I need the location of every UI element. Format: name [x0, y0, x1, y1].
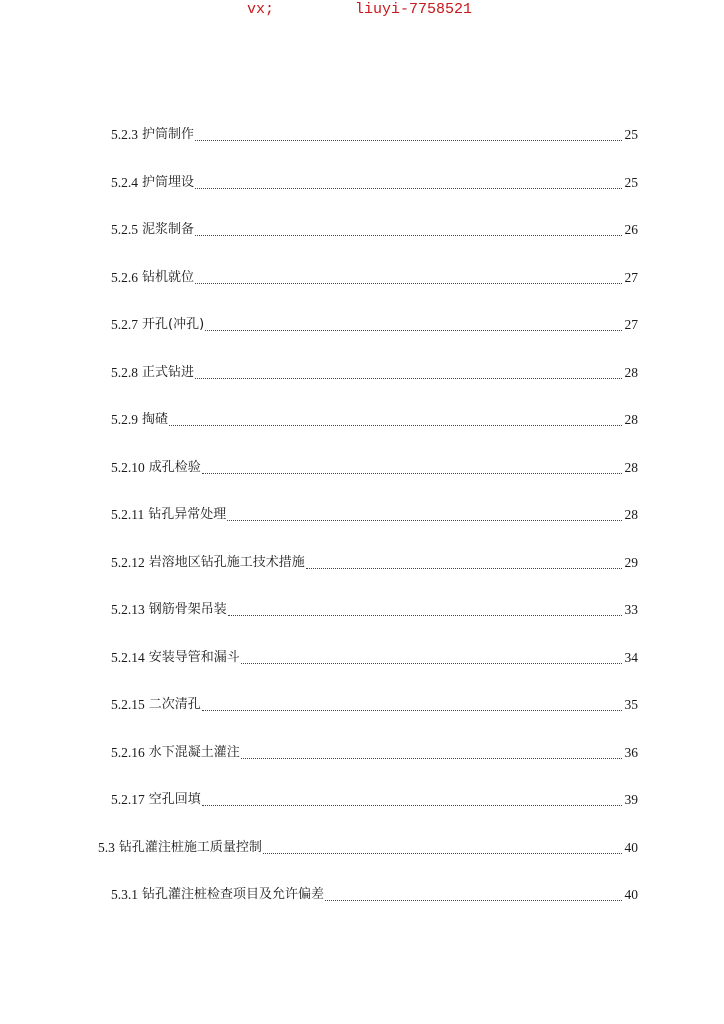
toc-dot-leader: [228, 614, 622, 616]
toc-dot-leader: [195, 282, 622, 284]
toc-dot-leader: [195, 377, 622, 379]
toc-dot-leader: [306, 567, 622, 569]
toc-entry-title: 安装导管和漏斗: [148, 649, 240, 665]
toc-dot-leader: [263, 852, 622, 854]
toc-entry-page: 25: [624, 174, 638, 190]
toc-entry-number: 5.2.15: [111, 697, 145, 712]
toc-entry-title: 正式钻进: [142, 364, 195, 380]
toc-entry-page: 29: [624, 554, 638, 570]
toc-entry-page: 28: [624, 412, 638, 427]
toc-entry-page: 39: [624, 792, 638, 807]
toc-entry-number: 5.2.6: [111, 269, 138, 285]
toc-entry-number: 5.2.9: [111, 412, 138, 427]
toc-entry-5-2-16[interactable]: [111, 736, 638, 762]
toc-entry-page: 27: [624, 269, 638, 285]
toc-entry-number: 5.2.7: [111, 317, 138, 332]
toc-entry-number: 5.2.11: [111, 507, 145, 522]
toc-entry-page: 36: [624, 744, 638, 760]
toc-dot-leader: [195, 234, 622, 236]
watermark-wechat-id: liuyi-7758521: [355, 1, 473, 18]
toc-entry-number: 5.2.10: [111, 459, 145, 475]
toc-entry-5-2-3[interactable]: [111, 118, 638, 144]
toc-entry-title: 成孔检验: [148, 459, 201, 475]
toc-entry-5-2-9[interactable]: [111, 403, 638, 429]
toc-dot-leader: [202, 709, 622, 711]
toc-dot-leader: [205, 329, 622, 331]
toc-entry-number: 5.2.4: [111, 174, 138, 190]
toc-entry-number: 5.3.1: [111, 887, 138, 902]
toc-entry-5-2-14[interactable]: [111, 641, 638, 667]
toc-entry-title: 护筒埋设: [142, 174, 195, 190]
toc-entry-number: 5.2.13: [111, 602, 145, 617]
toc-dot-leader: [195, 187, 622, 189]
toc-dot-leader: [241, 662, 622, 664]
toc-dot-leader: [202, 804, 622, 806]
toc-entry-page: 35: [624, 697, 638, 712]
toc-entry-5-2-7[interactable]: [111, 308, 638, 334]
toc-entry-5-2-17[interactable]: [111, 783, 638, 809]
toc-entry-title: 钻孔异常处理: [148, 507, 227, 522]
toc-entry-title: 泥浆制备: [142, 222, 195, 237]
toc-entry-title: 钢筋骨架吊装: [148, 602, 227, 617]
watermark-vx-label: vx;: [247, 1, 275, 18]
toc-entry-5-2-15[interactable]: [111, 688, 638, 714]
toc-entry-5-2-4[interactable]: [111, 166, 638, 192]
toc-entry-title: 二次清孔: [148, 697, 201, 712]
toc-entry-number: 5.2.17: [111, 792, 145, 807]
toc-entry-number: 5.2.14: [111, 649, 145, 665]
toc-entry-number: 5.2.3: [111, 127, 138, 142]
toc-entry-page: 27: [624, 317, 638, 332]
toc-dot-leader: [227, 519, 622, 521]
toc-entry-number: 5.2.8: [111, 364, 138, 380]
toc-entry-5-3[interactable]: [98, 831, 638, 857]
watermark-header: [0, 0, 724, 24]
toc-entry-title: 钻孔灌注桩施工质量控制: [118, 839, 262, 855]
toc-entry-page: 26: [624, 222, 638, 237]
toc-entry-page: 34: [624, 649, 638, 665]
toc-entry-page: 40: [624, 887, 638, 902]
toc-entry-page: 33: [624, 602, 638, 617]
toc-entry-5-2-5[interactable]: [111, 213, 638, 239]
toc-entry-page: 25: [624, 127, 638, 142]
toc-entry-number: 5.3: [98, 839, 115, 855]
toc-entry-title: 护筒制作: [142, 127, 195, 142]
toc-entry-5-2-8[interactable]: [111, 356, 638, 382]
toc-entry-5-2-6[interactable]: [111, 261, 638, 287]
toc-dot-leader: [241, 757, 622, 759]
toc-dot-leader: [202, 472, 622, 474]
toc-entry-title: 掏碴: [142, 412, 169, 427]
toc-entry-title: 岩溶地区钻孔施工技术措施: [148, 554, 305, 570]
toc-dot-leader: [195, 139, 622, 141]
toc-entry-title: 开孔(冲孔): [142, 317, 205, 332]
toc-entry-page: 40: [624, 839, 638, 855]
toc-entry-number: 5.2.16: [111, 744, 145, 760]
toc-entry-5-2-10[interactable]: [111, 451, 638, 477]
toc-entry-page: 28: [624, 459, 638, 475]
toc-entry-5-2-13[interactable]: [111, 593, 638, 619]
toc-entry-5-3-1[interactable]: [111, 878, 638, 904]
toc-dot-leader: [169, 424, 622, 426]
toc-entry-page: 28: [624, 507, 638, 522]
toc-entry-title: 钻机就位: [142, 269, 195, 285]
toc-entry-title: 钻孔灌注桩检查项目及允许偏差: [142, 887, 325, 902]
toc-entry-title: 水下混凝土灌注: [148, 744, 240, 760]
toc-entry-5-2-11[interactable]: [111, 498, 638, 524]
toc-dot-leader: [325, 899, 622, 901]
toc-entry-5-2-12[interactable]: [111, 546, 638, 572]
toc-entry-number: 5.2.5: [111, 222, 138, 237]
toc-entry-title: 空孔回填: [148, 792, 201, 807]
toc-entry-page: 28: [624, 364, 638, 380]
toc-entry-number: 5.2.12: [111, 554, 145, 570]
